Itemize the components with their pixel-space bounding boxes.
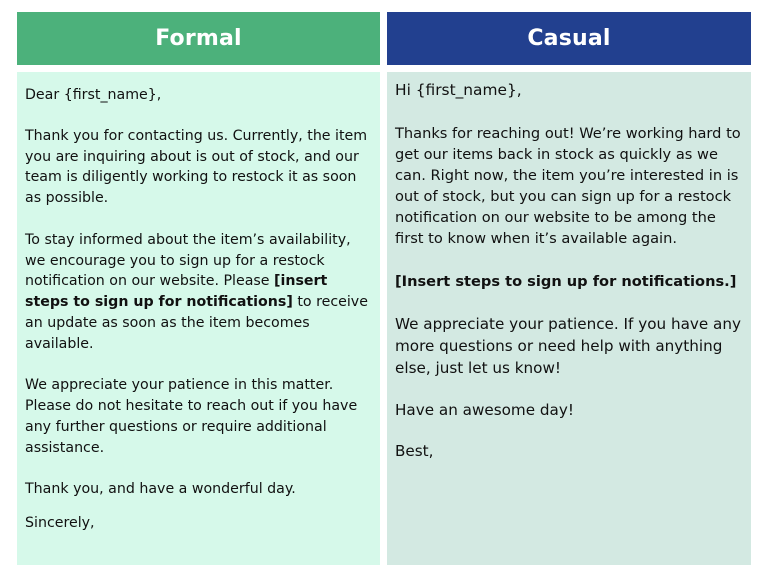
formal-paragraph-3: We appreciate your patience in this matter. Please do not hesitate to reach out if you have any further questions or require additional assistance.: [25, 377, 358, 456]
formal-paragraph-2-start: To stay informed about the item’s availability, we encourage you to sign up for a restock notification on our website. Please: [25, 231, 351, 290]
formal-greeting: Dear {first_name},: [25, 87, 162, 103]
formal-paragraph-1: Thank you for contacting us. Currently, the item you are inquiring about is out of stock, and our team is diligently working to restock it as soon as possible.: [25, 127, 368, 207]
casual-signoff: Best,: [395, 442, 434, 460]
formal-placeholder-instructions: [insert steps to sign up for notifications]: [25, 273, 328, 311]
casual-header: [387, 12, 751, 65]
casual-header-title: Casual: [527, 26, 611, 51]
formal-paragraph-2-end: to receive an update as soon as the item becomes available.: [25, 294, 368, 352]
casual-placeholder-instructions: [Insert steps to sign up for notifications.]: [395, 273, 737, 290]
formal-signoff: Sincerely,: [25, 515, 95, 532]
formal-paragraph-4: Thank you, and have a wonderful day.: [25, 481, 296, 498]
formal-paragraph-2: [25, 230, 372, 355]
formal-header: [17, 12, 380, 65]
formal-email-panel: [17, 72, 380, 565]
formal-header-title: Formal: [155, 26, 242, 51]
casual-paragraph-1: Thanks for reaching out! We’re working hard to get our items back in stock as quickly as we can. Right now, the item you’re interested in is out of stock, but you can sign up for a restock notification on our website to be among the first to know when it’s available again.: [395, 125, 741, 247]
casual-paragraph-4: Have an awesome day!: [395, 401, 574, 419]
casual-email-panel: [387, 72, 751, 565]
casual-paragraph-3: We appreciate your patience. If you have any more questions or need help with anything else, just let us know!: [395, 315, 741, 377]
casual-greeting: Hi {first_name},: [395, 81, 522, 99]
